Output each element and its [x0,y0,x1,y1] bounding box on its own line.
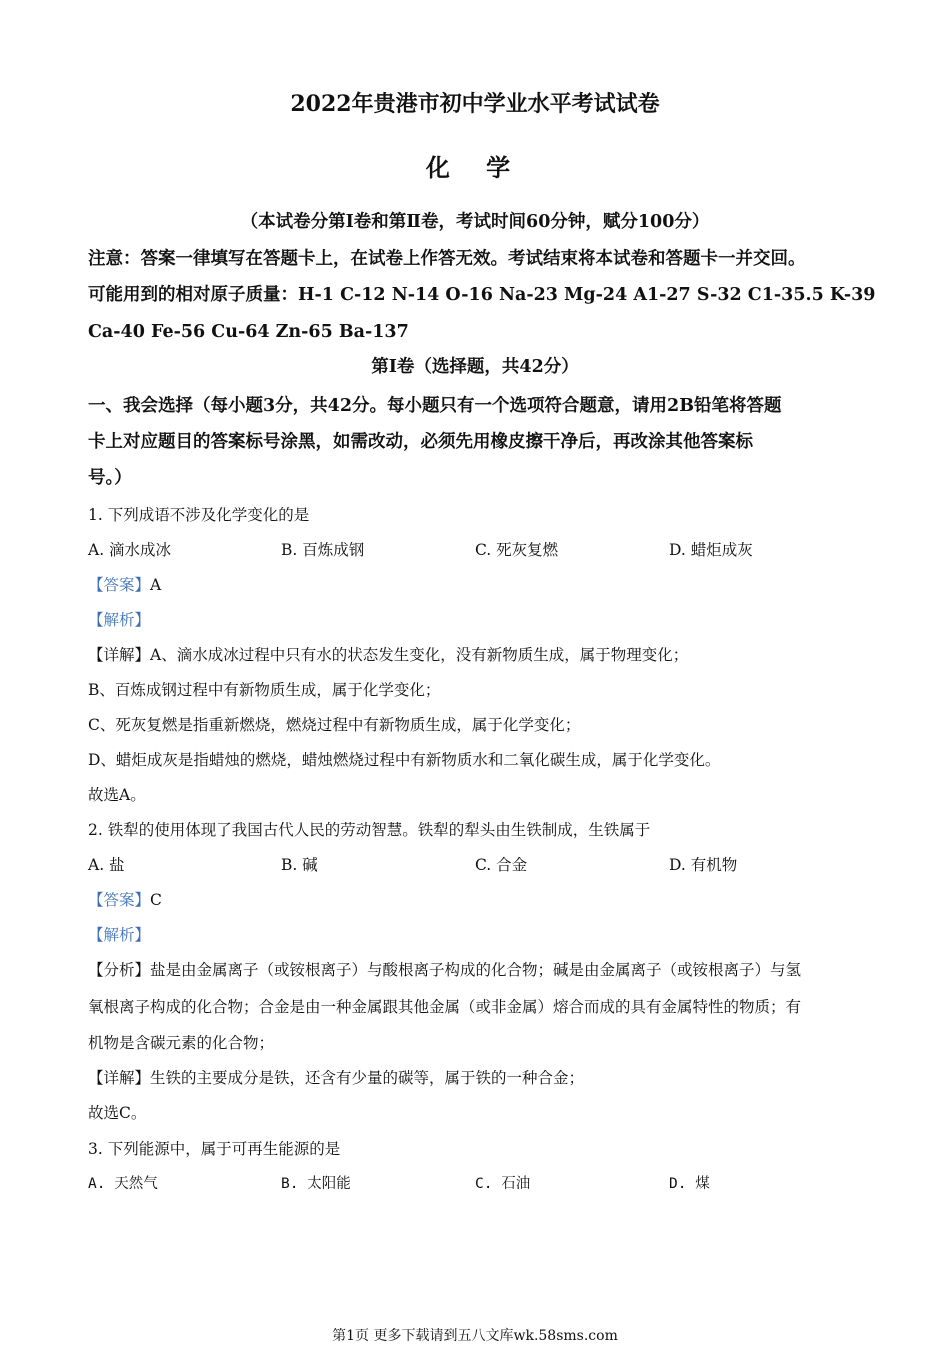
q2-option-c: C. 合金 [475,856,528,874]
q1-option-a: A. 滴水成冰 [88,541,172,559]
atomic-mass-line-2: Ca-40 Fe-56 Cu-64 Zn-65 Ba-137 [88,322,409,342]
q2-answer [88,890,162,910]
q1-option-b: B. 百炼成钢 [281,541,365,559]
q2-analysis-label: 【解析】 [88,926,151,944]
q2-conclusion: 故选C。 [88,1104,147,1122]
q3-option-c: C. 石油 [475,1176,531,1192]
q2-answer-value: C [150,891,162,909]
answer-label: 【答案】 [88,576,151,594]
q1-answer [88,575,161,595]
exam-title: 2022年贵港市初中学业水平考试试卷 [290,91,660,117]
q2-option-b: B. 碱 [281,856,318,874]
q1-answer-value: A [150,576,162,594]
q1-option-c: C. 死灰复燃 [475,541,559,559]
q1-detail-2: B、百炼成钢过程中有新物质生成，属于化学变化； [88,681,441,699]
atomic-mass-line-1: 可能用到的相对原子质量：H-1 C-12 N-14 O-16 Na-23 Mg-24 A1-27 S-32 C1-35.5 K-39 [88,285,876,305]
q2-stem: 2. 铁犁的使用体现了我国古代人民的劳动智慧。铁犁的犁头由生铁制成，生铁属于 [88,821,651,839]
answer-label: 【答案】 [88,891,151,909]
q3-option-d: D. 煤 [669,1176,710,1192]
instruction-line-3: 号。） [88,468,132,488]
instruction-line-1: 一、我会选择（每小题3分，共42分。每小题只有一个选项符合题意，请用2B铅笔将答题 [88,396,782,416]
q3-option-a: A. 天然气 [88,1176,158,1192]
q1-option-d: D. 蜡炬成灰 [669,541,753,559]
q2-detail-2: 氧根离子构成的化合物；合金是由一种金属跟其他金属（或非金属）熔合而成的具有金属特性的物质；有 [88,998,802,1016]
q1-stem: 1. 下列成语不涉及化学变化的是 [88,506,310,524]
subject-title: 化 学 [425,153,525,182]
q1-detail-1: 【详解】A、滴水成冰过程中只有水的状态发生变化，没有新物质生成，属于物理变化； [88,646,689,664]
q2-detail-3: 机物是含碳元素的化合物； [88,1034,275,1052]
q2-option-d: D. 有机物 [669,856,738,874]
q1-detail-3: C、死灰复燃是指重新燃烧，燃烧过程中有新物质生成，属于化学变化； [88,716,581,734]
q2-detail-1: 【分析】盐是由金属离子（或铵根离子）与酸根离子构成的化合物；碱是由金属离子（或铵根离子）与氢 [88,961,802,979]
q2-option-a: A. 盐 [88,856,125,874]
q3-option-b: B. 太阳能 [281,1176,351,1192]
q1-detail-4: D、蜡炬成灰是指蜡烛的燃烧，蜡烛燃烧过程中有新物质水和二氧化碳生成，属于化学变化。 [88,751,721,769]
notice: 注意：答案一律填写在答题卡上，在试卷上作答无效。考试结束将本试卷和答题卡一并交回。 [88,249,806,269]
instruction-line-2: 卡上对应题目的答案标号涂黑，如需改动，必须先用橡皮擦干净后，再改涂其他答案标 [88,432,753,452]
q1-conclusion: 故选A。 [88,786,146,804]
q1-analysis-label: 【解析】 [88,611,151,629]
page-footer: 第1页 更多下载请到五八文库wk.58sms.com [332,1328,618,1344]
volume-title: 第I卷（选择题，共42分） [371,357,579,377]
q2-detail-4: 【详解】生铁的主要成分是铁，还含有少量的碳等，属于铁的一种合金； [88,1069,585,1087]
exam-info: （本试卷分第I卷和第Ⅱ卷，考试时间60分钟，赋分100分） [240,212,710,232]
q3-stem: 3. 下列能源中，属于可再生能源的是 [88,1140,341,1158]
